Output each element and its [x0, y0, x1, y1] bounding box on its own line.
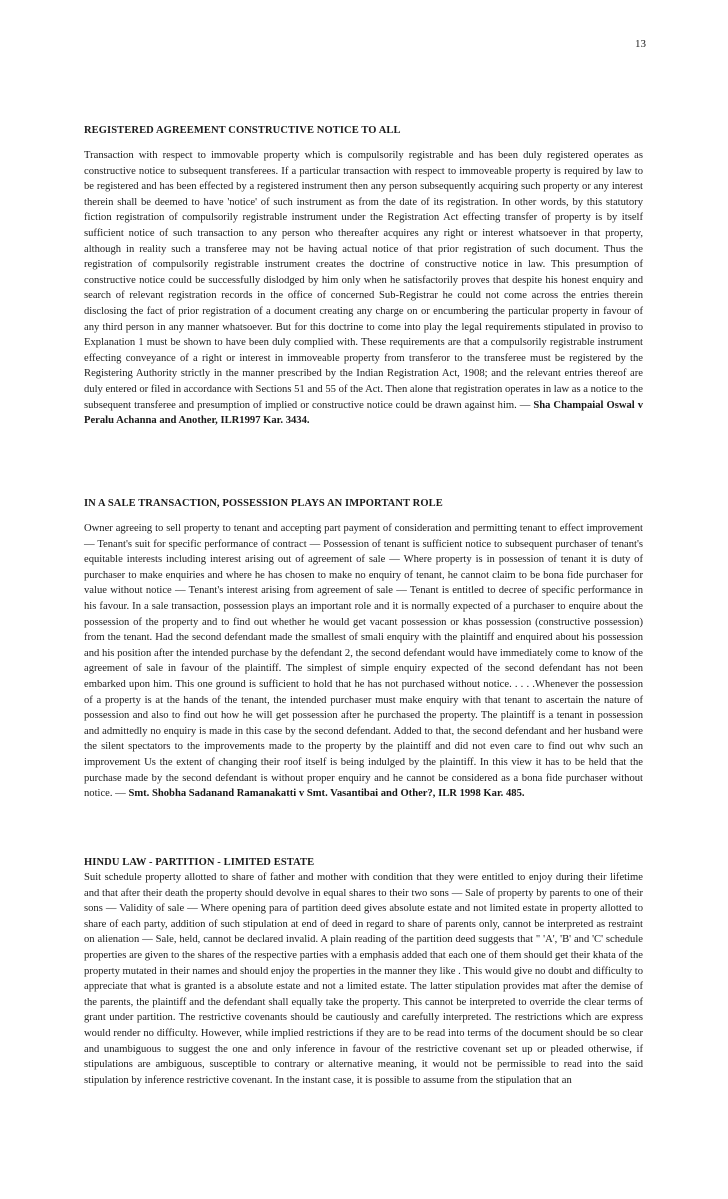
case-citation: Sha Champaial Oswal v Peralu Achanna and Another, ILR1997 Kar. 3434.: [84, 399, 643, 427]
page-number: 13: [635, 38, 646, 50]
section-heading: IN A SALE TRANSACTION, POSSESSION PLAYS AN IMPORTANT ROLE: [84, 498, 443, 509]
section-hindu-law: [84, 857, 643, 1088]
section-body: [84, 521, 643, 802]
case-citation: Smt. Shobha Sadanand Ramanakatti v Smt. Vasantibai and Other?, ILR 1998 Kar. 485.: [128, 788, 525, 800]
section-sale-transaction: [84, 498, 643, 802]
section-heading: REGISTERED AGREEMENT CONSTRUCTIVE NOTICE TO ALL: [84, 125, 401, 136]
section-text: Transaction with respect to immovable property which is compulsorily registrable and has been duly registered operates as constructive notice to subsequent transferees. If a particular transaction with respect to immoveable property is required by law to be registered and has been effected by a registered instrument then any person subsequently acquiring such property or any interest therein shall be deemed to have 'notice' of such instrument as from the date of its registration. In other words, by this statutory fiction registration of compulsorily registrable instrument under the Registration Act effecting transfer of property is by itself sufficient notice of such transaction to any person who thereafter acquires any right or interest whatsoever in that property, although in reality such a transferee may not be having actual notice of that prior registration of such document. Thus the registration of compulsorily registrable instrument creates the doctrine of constructive notice in law. This presumption of constructive notice could be successfully dislodged by him only when he satisfactorily proves that despite his honest enquiry and search of relevant registration records in the office of concerned Sub-Registrar he could not come across the entries therein disclosing the fact of prior registration of a document creating any charge on or encumbering the particular property in favour of any third person in any manner whatsoever. But for this doctrine to come into play the legal requirements stipulated in proviso to Explanation 1 must be shown to have been duly complied with. These requirements are that a compulsorily registrable instrument effecting conveyance of a right or interest in immoveable property from transferor to the transferee must be registered by the Registering Authority strictly in the manner prescribed by the Indian Registration Act, 1908; and the relevant entries thereof are duly entered or filed in accordance with Sections 51 and 55 of the Act. Then alone that registration operates in law as a notice to the subsequent transferee and presumption of implied or constructive notice could be drawn against him. —: [84, 150, 643, 411]
section-text: Suit schedule property allotted to share of father and mother with condition that they were entitled to enjoy during their lifetime and that after their death the property should devolve in equal shares to their two sons — Sale of property by parents to one of their sons — Validity of sale — Where opening para of partition deed gives absolute estate and not limited estate in property allotted to share of each party, addition of such stipulation at end of deed in regard to share of parents only, cannot be interpreted as restraint on alienation — Sale, held, cannot be declared invalid. A plain reading of the partition deed suggests that " 'A', 'B' and 'C' schedule properties are given to the shares of the respective parties with a emphasis added that each one of them should get their khata of the property mutated in their names and should enjoy the properties in the manner they like . This would give no doubt and difficulty to appreciate that what is granted is a absolute estate and not a limited estate. The latter stipulation provides mat after the demise of the parents, the plaintiff and the defendant shall equally take the property. This cannot be interpreted to override the clear terms of grant under partition. The restrictive covenants should be cautiously and carefully interpreted. The restrictions which are express would render no difficulty. However, while implied restrictions if they are to be read into terms of the document should be so clear and unambiguous to suggest the one and only inference in favour of the restrictive covenant set up or pleaded otherwise, if stipulations are ambiguous, susceptible to contrary or alternative meaning, it would not be permissible to read into the said stipulation by inference restrictive covenant. In the instant case, it is possible to assume from the stipulation that an: [84, 872, 643, 1086]
section-registered-agreement: [84, 125, 643, 429]
section-body: [84, 148, 643, 429]
section-body: [84, 870, 643, 1088]
section-text: Owner agreeing to sell property to tenant and accepting part payment of consideration and permitting tenant to effect improvement — Tenant's suit for specific performance of contract — Possession of tenant is sufficient notice to subsequent purchaser of tenant's equitable interests including interest arising out of agreement of sale — Where property is in possession of tenant it is duty of purchaser to make enquiries and where he has chosen to make no enquiry of tenant, he cannot claim to be bona fide purchaser for value without notice — Tenant's interest arising from agreement of sale — Tenant is entitled to decree of specific performance in his favour. In a sale transaction, possession plays an important role and it is normally expected of a purchaser to enquire about the possession of the property and to find out whether he would get vacant possession or khas possession (constructive possession) from the tenant. Had the second defendant made the smallest of smali enquiry with the plaintiff and enquired about his possession and his position after the intended purchase by the defendant 2, the second defendant would have immediately come to know of the agreement of sale in favour of the plaintiff. The simplest of simple enquiry expected of the second defendant has not been embarked upon him. This one ground is sufficient to hold that he has not purchased without notice. . . . .Whenever the possession of a property is at the hands of the tenant, the intended purchaser must make enquiry with that tenant to ascertain the nature of possession and also to find out how he will get possession after he purchased the property. The plaintiff is a tenant in possession and admittedly no enquiry is made in this case by the second defendant. Added to that, the second defendant and her husband were the silent spectators to the improvements made to the property by the plaintiff and did not even care to find out whv such an improvement Us the extent of changing their roof itself is being indulged by the plaintiff. In this view it has to be held that the purchase made by the second defendant is without proper enquiry and he cannot be considered as a bona fide purchaser without notice. —: [84, 523, 643, 800]
section-heading: HINDU LAW - PARTITION - LIMITED ESTATE: [84, 857, 315, 868]
